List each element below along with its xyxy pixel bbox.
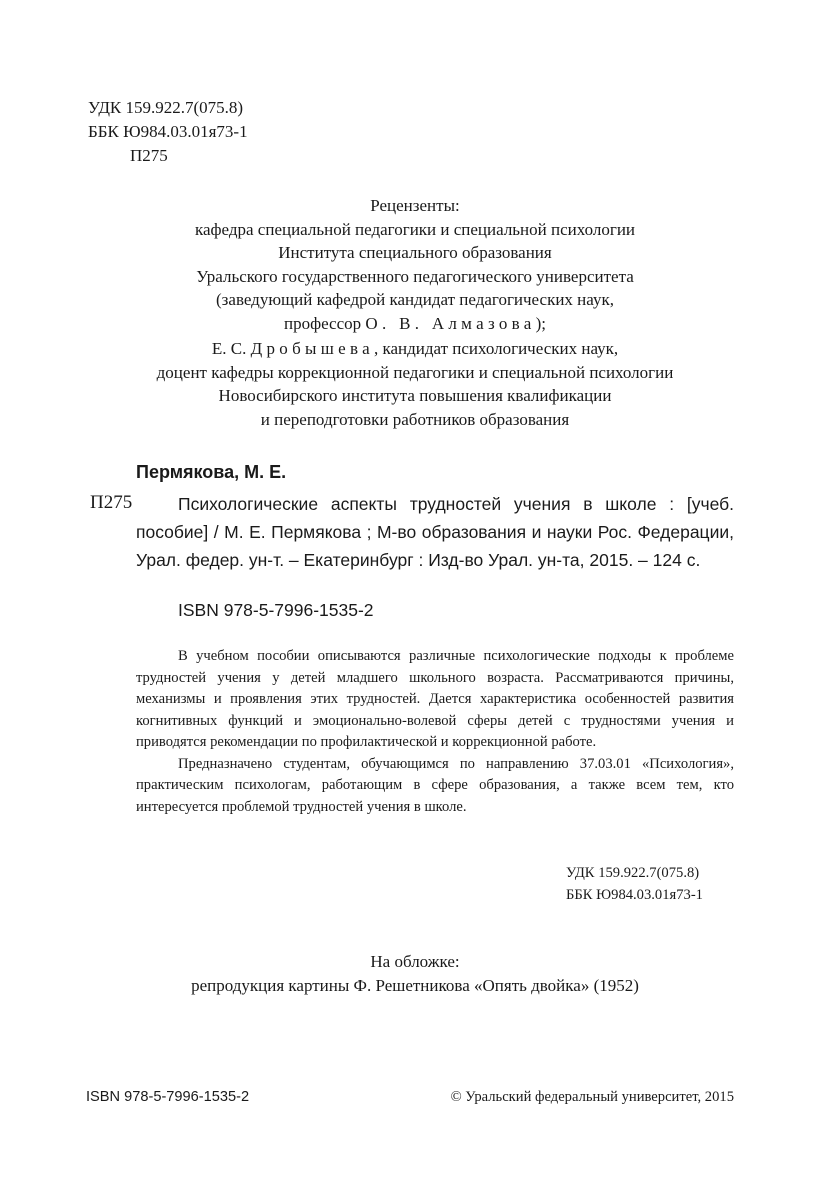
reviewers-block-1 — [80, 194, 750, 335]
reviewer-line: Уральского государственного педагогического университета — [196, 266, 634, 286]
reviewer-initials: Е. С. — [211, 339, 247, 358]
bibliographic-description: Психологические аспекты трудностей учения в школе : [учеб. пособие] / М. Е. Пермякова ; М-во образования и науки Рос. Федерации, Урал. федер. ун-т. – Екатеринбург : Изд-во Урал. ун-та, 2015. – 124 с. — [136, 494, 734, 570]
reviewer-title: профессор — [283, 313, 362, 333]
annotation-paragraph: В учебном пособии описываются различные психологические подходы к проблеме трудностей учения у детей младшего школьного возраста. Рассматриваются причины, механизмы и проявления этих трудностей. Дается характеристика особенностей развития когнитивных функций и эмоционально-волевой сферы детей с трудностями учения и приводятся рекомендации по профилактической и коррекционной работе. — [136, 648, 734, 750]
bbk-code: ББК Ю984.03.01я73-1 — [566, 887, 703, 903]
reviewer-line: доцент кафедры коррекционной педагогики и специальной психологии — [156, 362, 674, 382]
reviewer-line: и переподготовки работников образования — [260, 409, 570, 429]
cover-heading: На обложке: — [370, 952, 460, 971]
reviewers-block-2 — [80, 337, 750, 431]
bbk-code: ББК Ю984.03.01я73-1 — [88, 122, 248, 141]
classification-codes-top — [88, 96, 248, 168]
reviewer-line-first — [80, 337, 750, 361]
reviewer-degree: , кандидат психологических наук, — [373, 339, 619, 358]
reviewer-suffix: ); — [535, 313, 547, 333]
author-heading: Пермякова, М. Е. — [136, 462, 287, 482]
reviewer-line: Института специального образования — [278, 243, 552, 262]
udk-code: УДК 159.922.7(075.8) — [566, 865, 700, 881]
footer-copyright: © Уральский федеральный университет, 2015 — [450, 1089, 734, 1105]
reviewers-heading: Рецензенты: — [370, 196, 460, 215]
reviewer-line: Новосибирского института повышения квалификации — [218, 386, 612, 405]
udk-code: УДК 159.922.7(075.8) — [88, 98, 244, 117]
author-mark: П275 — [130, 146, 168, 165]
reviewer-line-last — [80, 312, 750, 336]
footer-isbn: ISBN 978-5-7996-1535-2 — [86, 1089, 250, 1105]
isbn: ISBN 978-5-7996-1535-2 — [178, 600, 374, 620]
annotation — [136, 646, 734, 818]
reviewer-line: (заведующий кафедрой кандидат педагогических наук, — [216, 290, 614, 309]
reviewer-surname: Дробышева — [250, 339, 374, 358]
reviewer-name: О. В. Алмазова — [365, 313, 536, 333]
cover-text: репродукция картины Ф. Решетникова «Опять двойка» (1952) — [191, 976, 639, 995]
annotation-paragraph: Предназначено студентам, обучающимся по направлению 37.03.01 «Психология», практическим психологам, работающим в сфере образования, а также всем тем, кто интересуется проблемой трудностей учения в школе. — [136, 755, 734, 815]
cover-note — [80, 950, 750, 998]
classification-codes-bottom — [566, 862, 703, 906]
classmark: П275 — [90, 492, 133, 513]
reviewer-line: кафедра специальной педагогики и специальной психологии — [194, 219, 636, 239]
